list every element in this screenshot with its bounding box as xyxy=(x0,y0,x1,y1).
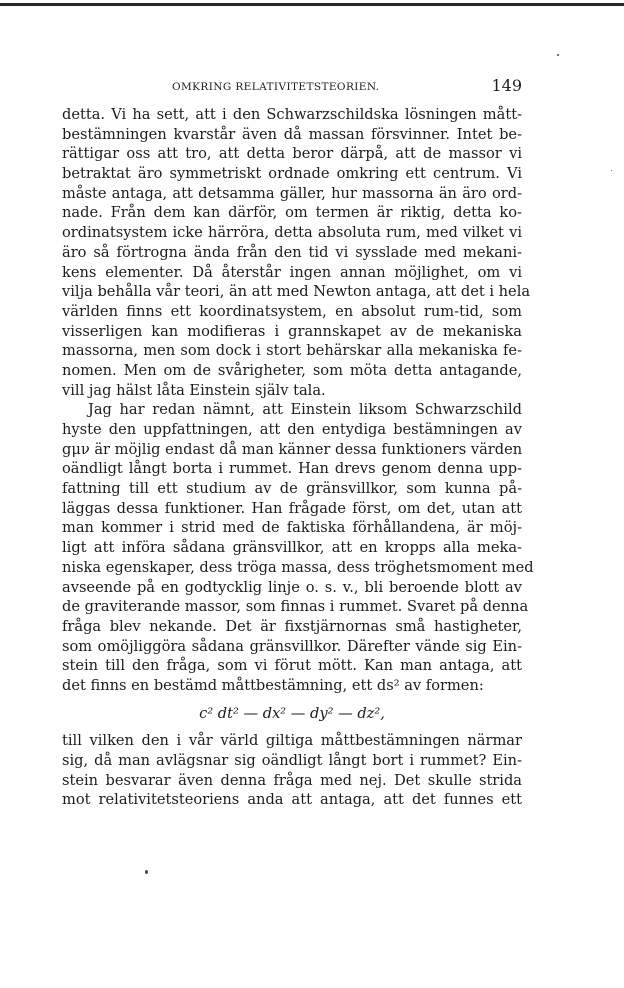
text-line: niska egenskaper, dess tröga massa, dess tröghetsmoment med xyxy=(62,558,534,576)
ink-speck xyxy=(557,54,559,56)
text-line: måste antaga, att detsamma gäller, hur massorna än äro ord- xyxy=(62,184,522,202)
text-line: äro så förtrogna ända från den tid vi sysslade med mekani- xyxy=(62,243,522,261)
text-line: fattning till ett studium av de gränsvillkor, som kunna på- xyxy=(62,480,522,498)
text-line: stein till den fråga, som vi förut mött. Kan man antaga, att xyxy=(62,657,522,675)
text-line: det finns en bestämd måttbestämning, ett ds² av formen: xyxy=(62,676,484,694)
text-line: kens elementer. Då återstår ingen annan möjlighet, om vi xyxy=(62,263,522,281)
text-line: stein besvarar även denna fråga med nej. Det skulle strida xyxy=(62,771,522,789)
text-line: de graviterande massor, som finnas i rummet. Svaret på denna xyxy=(62,598,529,616)
text-line: läggas dessa funktioner. Han frågade först, om det, utan att xyxy=(62,499,522,517)
text-line: rättigar oss att tro, att detta beror därpå, att de massor vi xyxy=(62,145,522,163)
ink-speck xyxy=(611,170,612,171)
text-line: gμν är möjlig endast då man känner dessa funktioners värden xyxy=(62,440,523,458)
text-line: visserligen kan modifieras i grannskapet av de mekaniska xyxy=(62,322,522,340)
text-line: världen finns ett koordinatsystem, en absolut rum-tid, som xyxy=(62,302,522,320)
text-line: bestämningen kvarstår även då massan försvinner. Intet be- xyxy=(62,125,522,143)
text-line: avseende på en godtycklig linje o. s. v., bli beroende blott av xyxy=(62,578,522,596)
text-line: detta. Vi ha sett, att i den Schwarzschildska lösningen mått- xyxy=(62,106,522,123)
body-text xyxy=(62,105,534,810)
text-line: oändligt långt borta i rummet. Han drevs genom denna upp- xyxy=(62,460,522,478)
text-line: ordinatsystem icke härröra, detta absoluta rum, med vilket vi xyxy=(62,224,522,242)
page-header xyxy=(62,76,522,98)
text-line: hyste den uppfattningen, att den entydiga bestämningen av xyxy=(62,421,522,438)
paragraph-1 xyxy=(62,105,531,400)
text-line: nade. Från dem kan därför, om termen är riktig, detta ko- xyxy=(62,204,522,222)
ink-speck xyxy=(145,870,148,874)
paragraph-2 xyxy=(62,400,534,695)
text-line: nomen. Men om de svårigheter, som möta detta antagande, xyxy=(62,361,522,379)
text-line: som omöjliggöra sådana gränsvillkor. Därefter vände sig Ein- xyxy=(62,637,522,655)
text-line: mot relativitetsteoriens anda att antaga, att det funnes ett xyxy=(62,791,522,809)
paragraph-3 xyxy=(62,731,522,810)
text-line: Jag har redan nämnt, att Einstein liksom Schwarzschild xyxy=(88,401,522,419)
text-line: ligt att införa sådana gränsvillkor, att en kropps alla meka- xyxy=(62,539,522,557)
running-title: OMKRING RELATIVITETSTEORIEN. xyxy=(172,81,380,93)
text-line: vilja behålla vår teori, än att med Newton antaga, att det i hela xyxy=(62,283,531,301)
text-line: betraktat äro symmetriskt ordnade omkring ett centrum. Vi xyxy=(62,165,522,183)
text-line: vill jag hälst låta Einstein själv tala. xyxy=(62,381,326,399)
text-line: man kommer i strid med de faktiska förhållandena, är möj- xyxy=(62,519,522,537)
top-border-rule xyxy=(0,3,624,6)
text-line: till vilken den i vår värld giltiga måttbestämningen närmar xyxy=(62,732,522,750)
metric-formula: c² dt² — dx² — dy² — dz², xyxy=(199,704,385,722)
text-line: massorna, men som dock i stort behärskar alla mekaniska fe- xyxy=(62,342,522,360)
text-line: fråga blev nekande. Det är fixstjärnornas små hastigheter, xyxy=(62,617,522,635)
page-number: 149 xyxy=(491,76,522,95)
text-line: sig, då man avlägsnar sig oändligt långt bort i rummet? Ein- xyxy=(62,752,522,769)
